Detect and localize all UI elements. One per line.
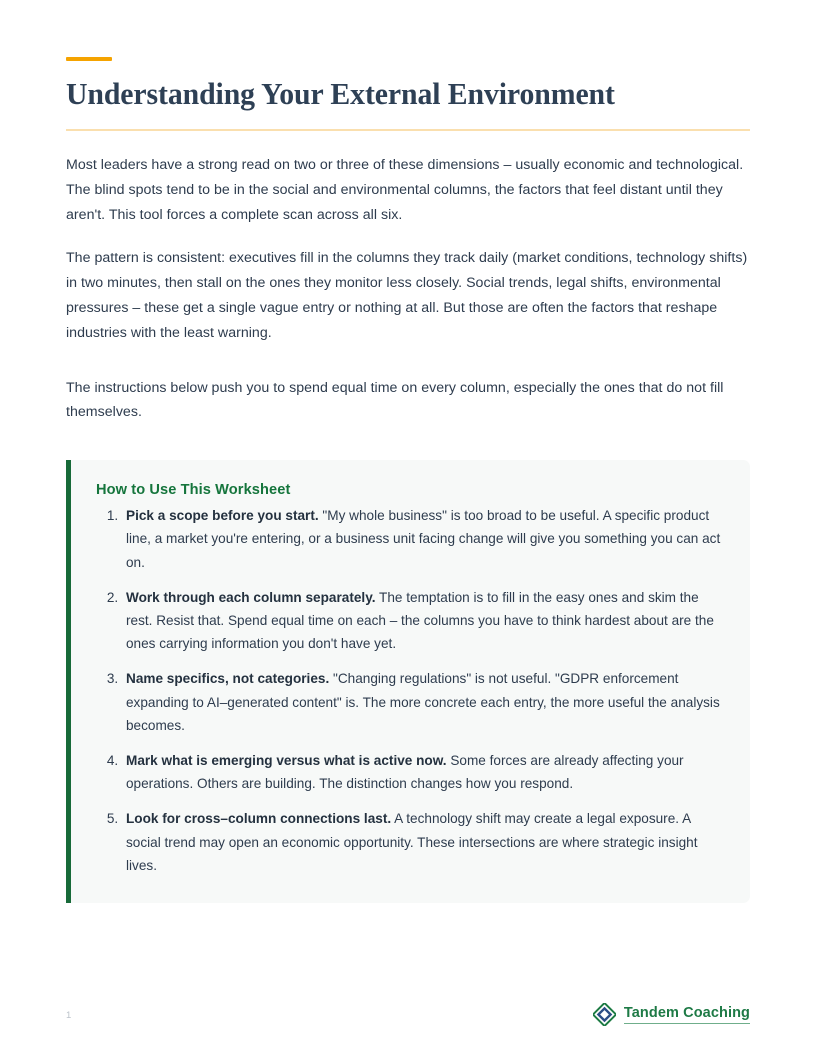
step-lead: Name specifics, not categories.: [126, 671, 330, 687]
page-content: [66, 0, 750, 903]
page-footer: [0, 1000, 816, 1040]
list-item: [122, 749, 724, 795]
page-title: Understanding Your External Environment: [66, 76, 615, 111]
instruction-list: [96, 504, 724, 877]
callout-title: How to Use This Worksheet: [96, 482, 291, 499]
list-item: [122, 807, 724, 877]
how-to-use-callout: [66, 460, 750, 903]
step-text: "Changing regulations" is not useful. "GDPR enforcement expanding to AI–generated content" is. The more concrete each entry, the more useful the analysis becomes.: [126, 671, 720, 733]
title-divider: [66, 129, 750, 131]
intro-paragraph-3: The instructions below push you to spend equal time on every column, especially the ones that do not fill themselves.: [66, 379, 724, 421]
brand-logo: [593, 1003, 750, 1026]
step-lead: Mark what is emerging versus what is active now.: [126, 753, 447, 768]
step-text: "My whole business" is too broad to be useful. A specific product line, a market you're entering, or a business unit facing change will give you something you can act on.: [126, 508, 721, 570]
intro-paragraph-1: Most leaders have a strong read on two or three of these dimensions – usually economic and technological. The blind spots tend to be in the social and environmental columns, the factors that feel distant until they aren't. This tool forces a complete scan across all six.: [66, 157, 744, 223]
page-number: 1: [66, 1010, 72, 1021]
step-lead: Work through each column separately.: [126, 589, 376, 605]
list-item: [122, 586, 724, 656]
list-item: [122, 667, 724, 737]
title-accent-bar: [66, 57, 112, 61]
step-text: The temptation is to fill in the easy ones and skim the rest. Resist that. Spend equal time on each – the columns you have to think hardest about are the ones carrying information you don't have yet.: [126, 589, 714, 652]
step-text: Some forces are already affecting your operations. Others are building. The distinction changes how you respond.: [126, 753, 684, 792]
diamond-logo-icon: [593, 1003, 616, 1026]
brand-name: Tandem Coaching: [624, 1005, 750, 1024]
list-item: [122, 504, 724, 574]
step-text: A technology shift may create a legal exposure. A social trend may open an economic opportunity. These intersections are where strategic insight lives.: [126, 811, 698, 873]
intro-paragraph-2: The pattern is consistent: executives fill in the columns they track daily (market conditions, technology shifts) in two minutes, then stall on the ones they monitor less closely. Social trends, legal shifts, environmental pressures – these get a single vague entry or nothing at all. But those are often the factors that reshape industries with the least warning.: [66, 250, 748, 341]
step-lead: Look for cross–column connections last.: [126, 811, 392, 827]
step-lead: Pick a scope before you start.: [126, 508, 319, 524]
